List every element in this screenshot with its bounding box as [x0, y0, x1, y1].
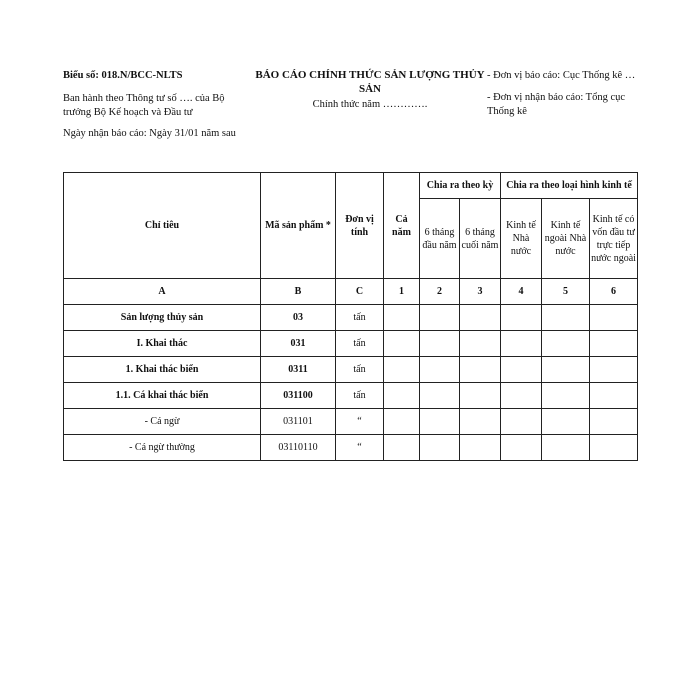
value-cell: [460, 383, 501, 409]
value-cell: [501, 331, 542, 357]
table-row: [64, 409, 638, 435]
table-row: [64, 435, 638, 461]
column-letter: B: [261, 279, 336, 305]
header-fdi-economy: Kinh tế có vốn đầu tư trực tiếp nước ngoài: [590, 199, 638, 279]
header-by-period: Chia ra theo kỳ: [420, 173, 501, 199]
value-cell: [460, 357, 501, 383]
row-unit: tấn: [336, 357, 384, 383]
row-unit: tấn: [336, 305, 384, 331]
table-row: [64, 357, 638, 383]
row-indicator: Sản lượng thủy sản: [64, 305, 261, 331]
row-product-code: 031101: [261, 409, 336, 435]
row-indicator: 1.1. Cá khai thác biển: [64, 383, 261, 409]
report-table: [63, 172, 638, 461]
value-cell: [460, 435, 501, 461]
value-cell: [420, 305, 460, 331]
value-cell: [384, 305, 420, 331]
value-cell: [460, 331, 501, 357]
value-cell: [384, 331, 420, 357]
receive-date-text: Ngày nhận báo cáo: Ngày 31/01 năm sau: [63, 128, 236, 139]
header-unit: Đơn vị tính: [336, 173, 384, 279]
form-number: Biểu số: 018.N/BCC-NLTS: [63, 70, 183, 81]
value-cell: [501, 409, 542, 435]
row-product-code: 0311: [261, 357, 336, 383]
table-row: [64, 383, 638, 409]
header-indicator: Chỉ tiêu: [64, 173, 261, 279]
column-letters-row: [64, 279, 638, 305]
row-product-code: 03: [261, 305, 336, 331]
receiving-unit-text: - Đơn vị nhận báo cáo: Tổng cục Thống kê: [487, 92, 626, 117]
report-subtitle: Chính thức năm ………….: [312, 99, 428, 110]
value-cell: [501, 357, 542, 383]
header-state-economy: Kinh tế Nhà nước: [501, 199, 542, 279]
value-cell: [542, 331, 590, 357]
header-by-economic-type: Chia ra theo loại hình kinh tế: [501, 173, 638, 199]
row-unit: “: [336, 409, 384, 435]
row-unit: tấn: [336, 383, 384, 409]
row-unit: “: [336, 435, 384, 461]
header-right: [487, 69, 647, 127]
value-cell: [590, 383, 638, 409]
value-cell: [384, 409, 420, 435]
value-cell: [542, 357, 590, 383]
value-cell: [590, 409, 638, 435]
value-cell: [501, 383, 542, 409]
row-product-code: 031: [261, 331, 336, 357]
value-cell: [460, 305, 501, 331]
value-cell: [420, 383, 460, 409]
header-non-state-economy: Kinh tế ngoài Nhà nước: [542, 199, 590, 279]
value-cell: [501, 435, 542, 461]
column-letter: 5: [542, 279, 590, 305]
value-cell: [501, 305, 542, 331]
value-cell: [590, 305, 638, 331]
row-product-code: 031100: [261, 383, 336, 409]
row-indicator: - Cá ngừ: [64, 409, 261, 435]
column-letter: C: [336, 279, 384, 305]
header-full-year: Cả năm: [384, 173, 420, 279]
value-cell: [420, 435, 460, 461]
value-cell: [384, 357, 420, 383]
value-cell: [384, 435, 420, 461]
row-unit: tấn: [336, 331, 384, 357]
column-letter: 1: [384, 279, 420, 305]
value-cell: [542, 409, 590, 435]
header-product-code: Mã sản phẩm *: [261, 173, 336, 279]
value-cell: [420, 331, 460, 357]
header-second-half: 6 tháng cuối năm: [460, 199, 501, 279]
value-cell: [542, 435, 590, 461]
value-cell: [590, 357, 638, 383]
row-indicator: 1. Khai thác biển: [64, 357, 261, 383]
value-cell: [590, 435, 638, 461]
table-row: [64, 305, 638, 331]
row-product-code: 03110110: [261, 435, 336, 461]
row-indicator: - Cá ngừ thường: [64, 435, 261, 461]
value-cell: [420, 409, 460, 435]
table-row: [64, 331, 638, 357]
issued-by-text: Ban hành theo Thông tư số …. của Bộ trưởng Bộ Kế hoạch và Đầu tư: [63, 93, 225, 118]
column-letter: 4: [501, 279, 542, 305]
report-title: BÁO CÁO CHÍNH THỨC SẢN LƯỢNG THỦY SẢN: [255, 69, 485, 95]
column-letter: 6: [590, 279, 638, 305]
header-first-half: 6 tháng đầu năm: [420, 199, 460, 279]
column-letter: 3: [460, 279, 501, 305]
column-letter: 2: [420, 279, 460, 305]
value-cell: [460, 409, 501, 435]
value-cell: [590, 331, 638, 357]
value-cell: [384, 383, 420, 409]
row-indicator: I. Khai thác: [64, 331, 261, 357]
value-cell: [420, 357, 460, 383]
column-letter: A: [64, 279, 261, 305]
reporting-unit-text: - Đơn vị báo cáo: Cục Thống kê …: [487, 70, 636, 81]
header-center: [255, 68, 485, 112]
header-left: [63, 69, 253, 148]
value-cell: [542, 305, 590, 331]
value-cell: [542, 383, 590, 409]
